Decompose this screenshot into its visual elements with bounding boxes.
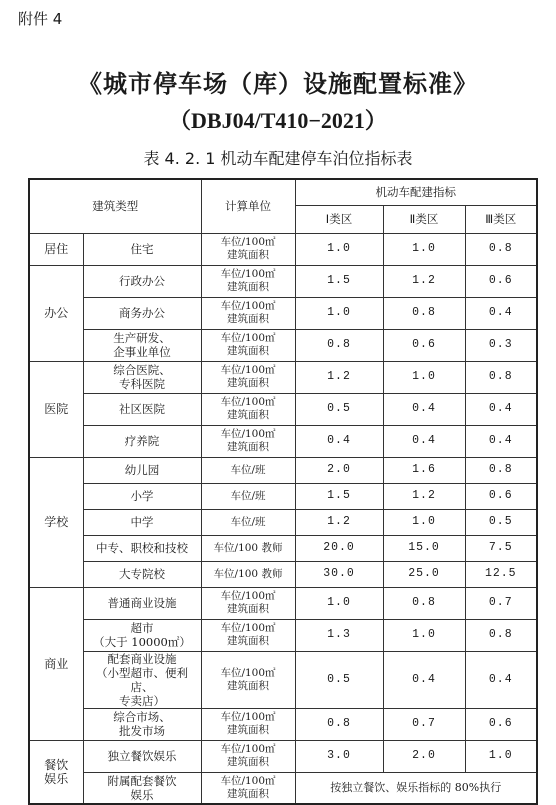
zone-3-value-cell: 0.5 (465, 509, 537, 535)
unit-cell: 车位/100㎡ 建筑面积 (201, 425, 295, 457)
unit-cell: 车位/班 (201, 457, 295, 483)
zone-2-value-cell: 0.8 (383, 297, 465, 329)
table-row (29, 708, 537, 740)
zone-1-value-cell: 0.8 (295, 329, 383, 361)
category-cell: 学校 (29, 457, 83, 587)
zone-2-value-cell: 0.4 (383, 425, 465, 457)
building-type-cell: 大专院校 (83, 561, 201, 587)
zone-1-value-cell: 2.0 (295, 457, 383, 483)
table-row (29, 561, 537, 587)
unit-cell: 车位/100㎡ 建筑面积 (201, 297, 295, 329)
zone-3-value-cell: 1.0 (465, 740, 537, 772)
building-type-cell: 疗养院 (83, 425, 201, 457)
category-cell: 办公 (29, 265, 83, 361)
category-cell: 餐饮 娱乐 (29, 740, 83, 804)
category-cell: 居住 (29, 233, 83, 265)
header-calc-unit: 计算单位 (201, 179, 295, 233)
zone-3-value-cell: 0.8 (465, 233, 537, 265)
document-title: 《城市停车场（库）设施配置标准》 (78, 69, 478, 98)
zone-1-value-cell: 1.2 (295, 509, 383, 535)
unit-cell: 车位/100㎡ 建筑面积 (201, 772, 295, 804)
zone-3-value-cell: 0.8 (465, 619, 537, 651)
unit-cell: 车位/100㎡ 建筑面积 (201, 233, 295, 265)
building-type-cell: 商务办公 (83, 297, 201, 329)
table-row (29, 587, 537, 619)
zone-2-value-cell: 1.0 (383, 233, 465, 265)
zone-2-value-cell: 1.0 (383, 509, 465, 535)
table-row (29, 483, 537, 509)
category-cell: 医院 (29, 361, 83, 457)
table-row (29, 233, 537, 265)
building-type-cell: 综合医院、 专科医院 (83, 361, 201, 393)
building-type-cell: 中学 (83, 509, 201, 535)
building-type-cell: 幼儿园 (83, 457, 201, 483)
zone-3-value-cell: 0.6 (465, 708, 537, 740)
zone-1-value-cell: 3.0 (295, 740, 383, 772)
building-type-cell: 配套商业设施 （小型超市、便利店、 专卖店） (83, 651, 201, 708)
building-type-cell: 社区医院 (83, 393, 201, 425)
zone-3-value-cell: 0.6 (465, 483, 537, 509)
building-type-cell: 普通商业设施 (83, 587, 201, 619)
zone-1-value-cell: 1.0 (295, 587, 383, 619)
zone-1-value-cell: 30.0 (295, 561, 383, 587)
building-type-cell: 综合市场、 批发市场 (83, 708, 201, 740)
zone-1-value-cell: 1.5 (295, 265, 383, 297)
table-row (29, 361, 537, 393)
building-type-cell: 独立餐饮娱乐 (83, 740, 201, 772)
header-zone-3: Ⅲ类区 (465, 205, 537, 233)
zone-3-value-cell: 0.7 (465, 587, 537, 619)
zone-1-value-cell: 0.8 (295, 708, 383, 740)
zone-2-value-cell: 1.2 (383, 483, 465, 509)
unit-cell: 车位/100㎡ 建筑面积 (201, 619, 295, 651)
zone-2-value-cell: 0.6 (383, 329, 465, 361)
zone-2-value-cell: 1.6 (383, 457, 465, 483)
unit-cell: 车位/100 教师 (201, 561, 295, 587)
building-type-cell: 中专、职校和技校 (83, 535, 201, 561)
document-code: （DBJ04/T410−2021） (169, 108, 387, 133)
zone-2-value-cell: 2.0 (383, 740, 465, 772)
category-cell: 商业 (29, 587, 83, 740)
unit-cell: 车位/班 (201, 509, 295, 535)
table-row (29, 740, 537, 772)
unit-cell: 车位/100㎡ 建筑面积 (201, 708, 295, 740)
zone-2-value-cell: 1.0 (383, 361, 465, 393)
table-row (29, 329, 537, 361)
zone-1-value-cell: 0.5 (295, 393, 383, 425)
table-caption: 表 4. 2. 1 机动车配建停车泊位指标表 (143, 149, 413, 168)
zone-3-value-cell: 0.8 (465, 457, 537, 483)
zone-2-value-cell: 1.0 (383, 619, 465, 651)
zone-3-value-cell: 0.4 (465, 425, 537, 457)
attachment-label: 附件 4 (18, 10, 63, 28)
table-body (29, 233, 537, 804)
zone-2-value-cell: 25.0 (383, 561, 465, 587)
table-row (29, 393, 537, 425)
unit-cell: 车位/100 教师 (201, 535, 295, 561)
building-type-cell: 超市 （大于 10000㎡） (83, 619, 201, 651)
building-type-cell: 生产研发、 企事业单位 (83, 329, 201, 361)
zone-3-value-cell: 0.4 (465, 393, 537, 425)
zone-2-value-cell: 15.0 (383, 535, 465, 561)
table-row (29, 619, 537, 651)
zone-3-value-cell: 0.4 (465, 651, 537, 708)
zone-2-value-cell: 0.4 (383, 651, 465, 708)
table-row (29, 457, 537, 483)
zone-3-value-cell: 0.8 (465, 361, 537, 393)
unit-cell: 车位/100㎡ 建筑面积 (201, 740, 295, 772)
building-type-cell: 行政办公 (83, 265, 201, 297)
header-building-type: 建筑类型 (29, 179, 201, 233)
zone-1-value-cell: 1.5 (295, 483, 383, 509)
zone-2-value-cell: 0.7 (383, 708, 465, 740)
zone-2-value-cell: 1.2 (383, 265, 465, 297)
header-zone-2: Ⅱ类区 (383, 205, 465, 233)
zone-1-value-cell: 1.3 (295, 619, 383, 651)
header-indicator-group: 机动车配建指标 (295, 179, 537, 205)
zone-1-value-cell: 20.0 (295, 535, 383, 561)
zone-1-value-cell: 1.0 (295, 233, 383, 265)
zone-1-value-cell: 1.2 (295, 361, 383, 393)
unit-cell: 车位/班 (201, 483, 295, 509)
table-row (29, 265, 537, 297)
zone-1-value-cell: 0.4 (295, 425, 383, 457)
zone-3-value-cell: 0.6 (465, 265, 537, 297)
building-type-cell: 住宅 (83, 233, 201, 265)
building-type-cell: 附属配套餐饮 娱乐 (83, 772, 201, 804)
zone-3-value-cell: 0.3 (465, 329, 537, 361)
zone-3-value-cell: 0.4 (465, 297, 537, 329)
building-type-cell: 小学 (83, 483, 201, 509)
table-row (29, 651, 537, 708)
zone-2-value-cell: 0.4 (383, 393, 465, 425)
unit-cell: 车位/100㎡ 建筑面积 (201, 651, 295, 708)
unit-cell: 车位/100㎡ 建筑面积 (201, 361, 295, 393)
header-zone-1: Ⅰ类区 (295, 205, 383, 233)
zone-1-value-cell: 1.0 (295, 297, 383, 329)
table-row (29, 425, 537, 457)
table-row (29, 297, 537, 329)
zone-1-value-cell: 0.5 (295, 651, 383, 708)
table-row (29, 772, 537, 804)
unit-cell: 车位/100㎡ 建筑面积 (201, 265, 295, 297)
unit-cell: 车位/100㎡ 建筑面积 (201, 393, 295, 425)
parking-indicator-table (28, 178, 538, 805)
table-row (29, 535, 537, 561)
zone-3-value-cell: 7.5 (465, 535, 537, 561)
zone-3-value-cell: 12.5 (465, 561, 537, 587)
unit-cell: 车位/100㎡ 建筑面积 (201, 587, 295, 619)
merged-indicator-cell: 按独立餐饮、娱乐指标的 80%执行 (295, 772, 537, 804)
table-row (29, 509, 537, 535)
unit-cell: 车位/100㎡ 建筑面积 (201, 329, 295, 361)
zone-2-value-cell: 0.8 (383, 587, 465, 619)
